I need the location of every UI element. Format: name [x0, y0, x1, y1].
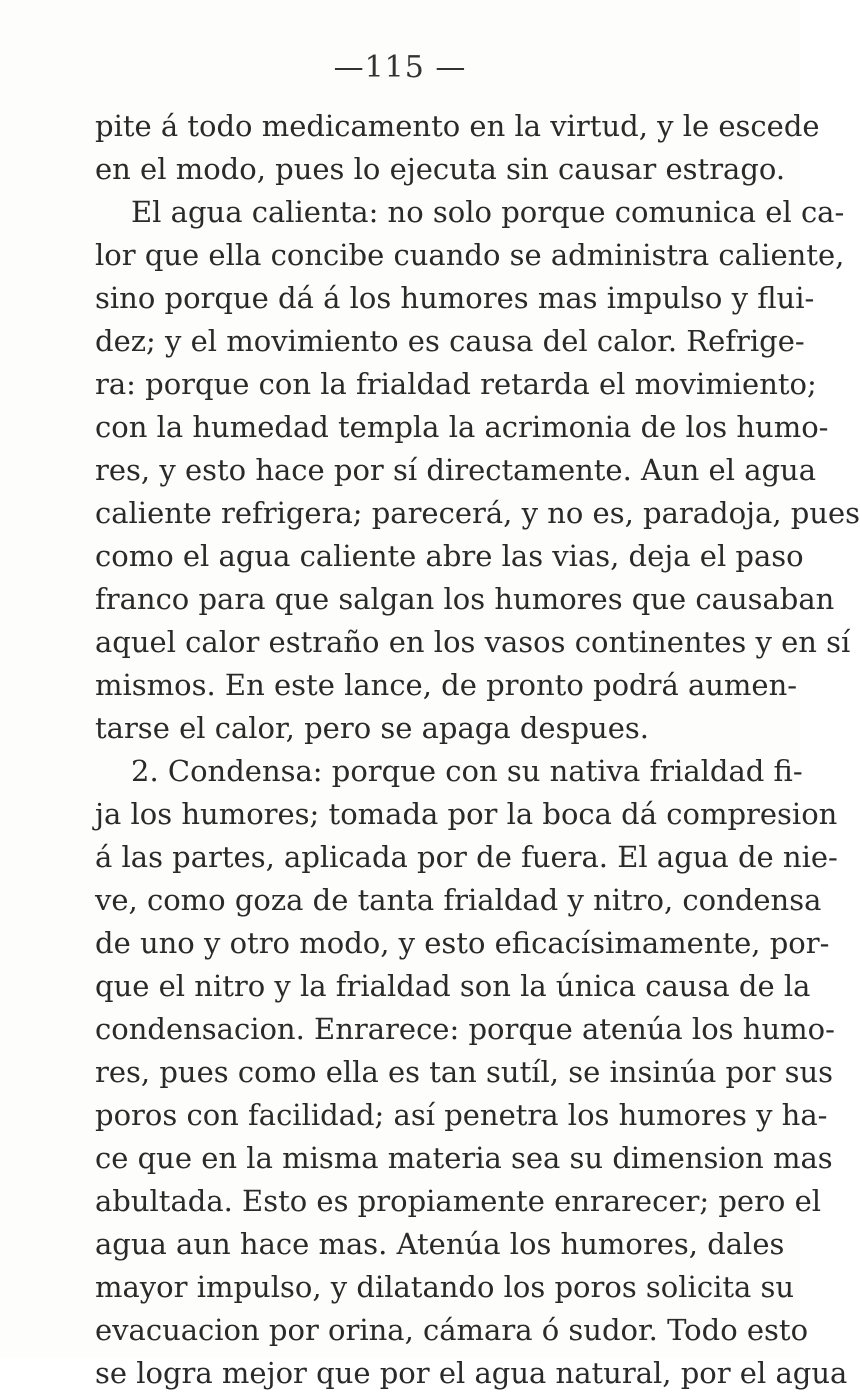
text-line: res, pues como ella es tan sutíl, se insinúa por sus — [95, 1055, 834, 1089]
text-line: dez; y el movimiento es causa del calor. Refrige- — [95, 324, 805, 358]
text-line: franco para que salgan los humores que causaban — [95, 582, 835, 616]
text-line: lor que ella concibe cuando se administra caliente, — [95, 238, 845, 272]
text-line: caliente refrigera; parecerá, y no es, paradoja, pues — [95, 496, 860, 530]
text-line: condensacion. Enrarece: porque atenúa los humo- — [95, 1012, 835, 1046]
text-line: de uno y otro modo, y esto eficacísimamente, por- — [95, 926, 830, 960]
text-line: res, y esto hace por sí directamente. Aun el agua — [95, 453, 817, 487]
text-line: poros con facilidad; así penetra los humores y ha- — [95, 1098, 828, 1132]
text-line: se logra mejor que por el agua natural, por el agua — [95, 1356, 848, 1390]
text-line: aquel calor estraño en los vasos continentes y en sí — [95, 625, 851, 659]
text-line: en el modo, pues lo ejecuta sin causar estrago. — [95, 152, 786, 186]
text-line: como el agua caliente abre las vias, deja el paso — [95, 539, 804, 573]
text-line: El agua calienta: no solo porque comunica el ca- — [131, 195, 845, 229]
text-line: evacuacion por orina, cámara ó sudor. Todo esto — [95, 1313, 809, 1347]
text-line: pite á todo medicamento en la virtud, y le escede — [95, 109, 820, 143]
text-line: sino porque dá á los humores mas impulso y flui- — [95, 281, 815, 315]
text-line: agua aun hace mas. Atenúa los humores, dales — [95, 1227, 785, 1261]
text-line: ve, como goza de tanta frialdad y nitro, condensa — [95, 883, 822, 917]
text-line: ra: porque con la frialdad retarda el movimiento; — [95, 367, 817, 401]
text-line: á las partes, aplicada por de fuera. El agua de nie- — [95, 840, 838, 874]
text-line: mismos. En este lance, de pronto podrá aumen- — [95, 668, 798, 702]
text-line: que el nitro y la frialdad son la única causa de la — [95, 969, 811, 1003]
text-line: ce que en la misma materia sea su dimension mas — [95, 1141, 833, 1175]
body-text — [95, 105, 860, 1395]
text-line: abultada. Esto es propiamente enrarecer; pero el — [95, 1184, 822, 1218]
text-line: tarse el calor, pero se apaga despues. — [95, 711, 649, 745]
text-line: 2. Condensa: porque con su nativa frialdad fi- — [131, 754, 803, 788]
page-number: —115 — — [333, 50, 467, 85]
text-line: mayor impulso, y dilatando los poros solicita su — [95, 1270, 795, 1304]
text-line: ja los humores; tomada por la boca dá compresion — [95, 797, 838, 831]
text-line: con la humedad templa la acrimonia de los humo- — [95, 410, 829, 444]
